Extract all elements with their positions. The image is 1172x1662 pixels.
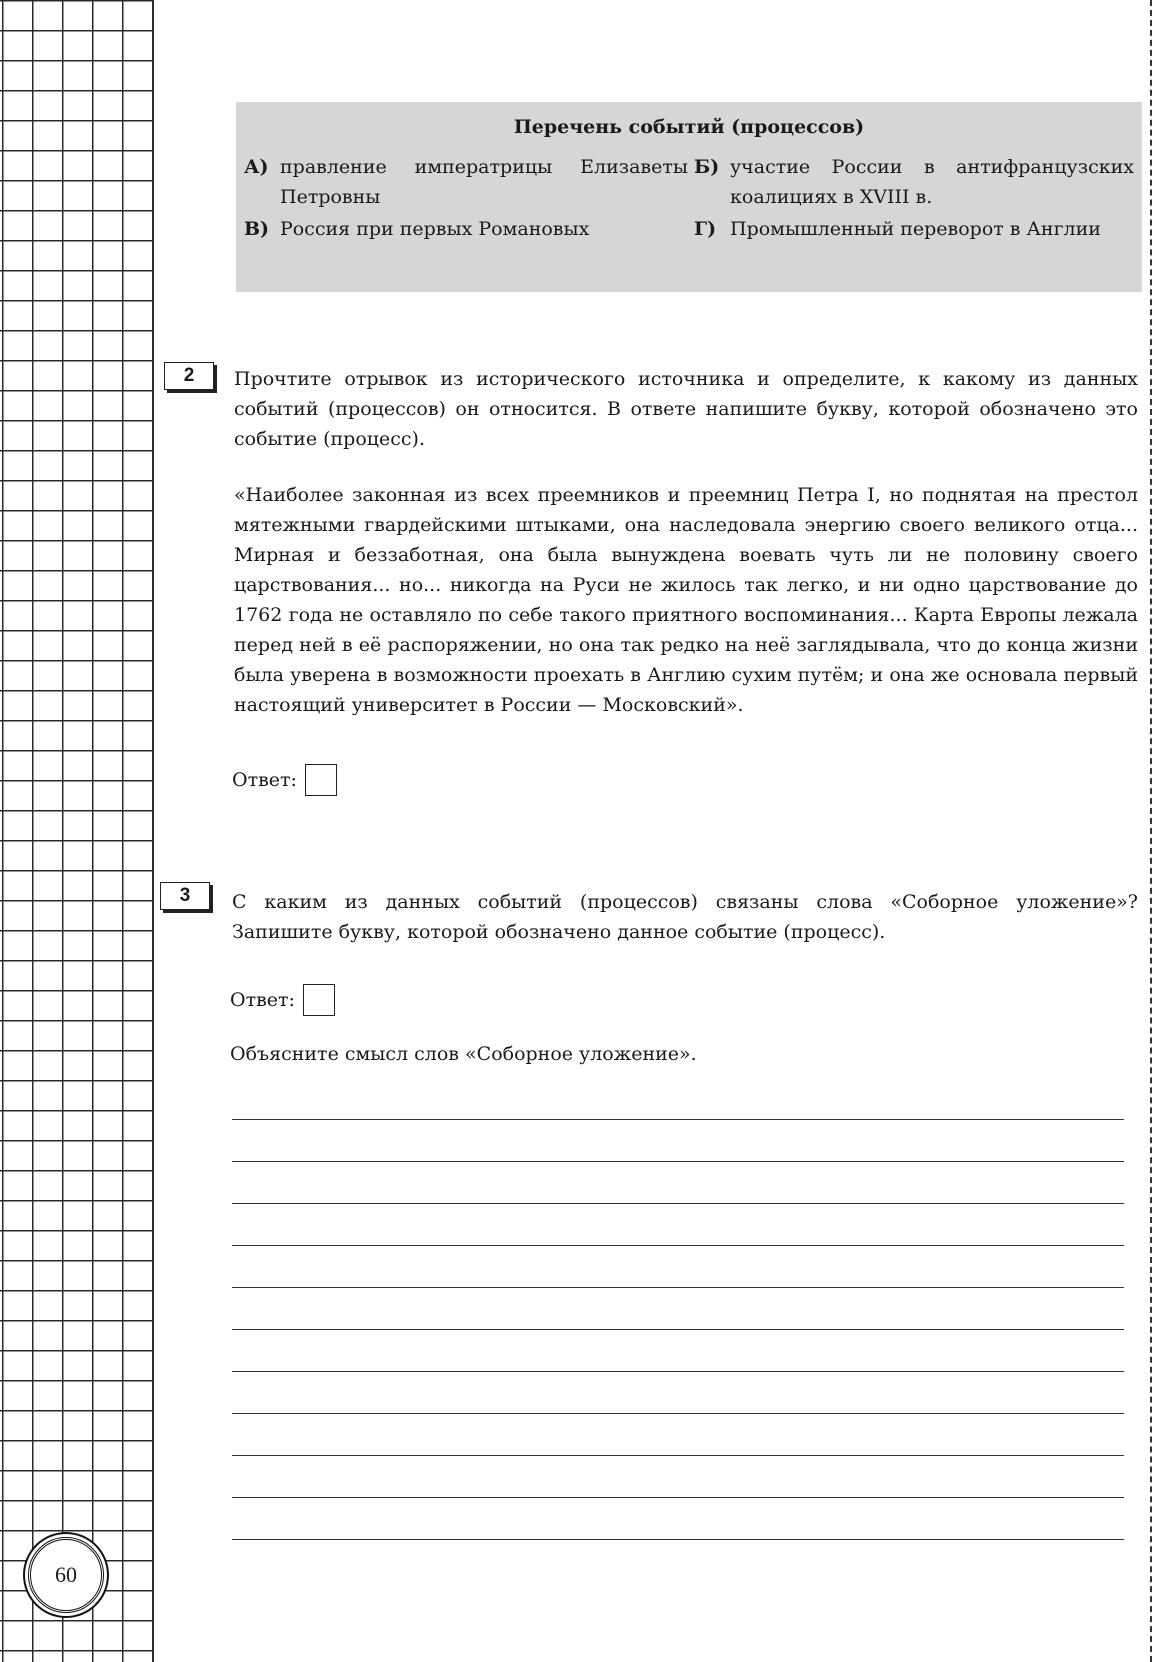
- writing-line[interactable]: [232, 1203, 1124, 1204]
- writing-line[interactable]: [232, 1161, 1124, 1162]
- writing-line[interactable]: [232, 1329, 1124, 1330]
- task-2-number: 2: [164, 362, 214, 390]
- writing-line[interactable]: [232, 1119, 1124, 1120]
- events-list: [244, 152, 1134, 244]
- task-3-answer: [230, 984, 335, 1016]
- writing-line[interactable]: [232, 1497, 1124, 1498]
- grid-margin: [0, 0, 154, 1662]
- task-3-instruction: С каким из данных событий (процессов) связаны слова «Соборное уложение»? Запишите букву, которой обозначено данное событие (процесс).: [232, 891, 1138, 943]
- events-list-box: [236, 102, 1142, 292]
- event-text: Россия при первых Романовых: [280, 218, 590, 240]
- event-item-g: [694, 214, 1140, 244]
- event-letter: Г): [694, 218, 717, 240]
- task-2-instruction: Прочтите отрывок из исторического источника и определите, к какому из данных событий (процессов) он относится. В ответе напишите букву, которой обозначено это событие (процесс).: [234, 368, 1138, 450]
- task-2-answer: [232, 764, 337, 796]
- event-letter: А): [244, 156, 269, 178]
- cut-line: [1150, 0, 1152, 1662]
- answer-box[interactable]: [303, 984, 335, 1016]
- event-item-v: [244, 214, 694, 244]
- task-3-explain-prompt: Объясните смысл слов «Соборное уложение».: [230, 1043, 697, 1065]
- event-letter: Б): [694, 156, 720, 178]
- answer-label: Ответ:: [232, 769, 297, 791]
- task-3-number: 3: [160, 882, 210, 910]
- event-item-a: [244, 152, 694, 212]
- task-2-quote: «Наиболее законная из всех преемников и преемниц Петра I, но поднятая на престол мятежными гвардейскими штыками, она наследовала энергию своего великого отца... Мирная и беззаботная, она была вынуждена воевать чуть ли не половину своего царствования... но... никогда на Руси не жилось так легко, и ни одно царствование до 1762 года не оставляло по себе такого приятного воспоминания... Карта Европы лежала перед ней в её распоряжении, но она так редко на неё заглядывала, что до конца жизни была уверена в возможности проехать в Англию сухим путём; и она же основала первый настоящий университет в России — Московский».: [234, 484, 1138, 716]
- answer-box[interactable]: [305, 764, 337, 796]
- writing-line[interactable]: [232, 1287, 1124, 1288]
- answer-label: Ответ:: [230, 989, 295, 1011]
- event-text: правление императрицы Елизаветы Петровны: [280, 156, 688, 208]
- events-list-title: Перечень событий (процессов): [513, 116, 865, 138]
- event-letter: В): [244, 218, 270, 240]
- writing-line[interactable]: [232, 1371, 1124, 1372]
- event-item-b: [694, 152, 1140, 212]
- event-text: участие России в антифранцузских коалициях в XVIII в.: [730, 156, 1134, 208]
- writing-line[interactable]: [232, 1455, 1124, 1456]
- writing-line[interactable]: [232, 1539, 1124, 1540]
- writing-line[interactable]: [232, 1245, 1124, 1246]
- event-text: Промышленный переворот в Англии: [730, 218, 1101, 240]
- writing-line[interactable]: [232, 1413, 1124, 1414]
- page-number: 60: [28, 1537, 104, 1613]
